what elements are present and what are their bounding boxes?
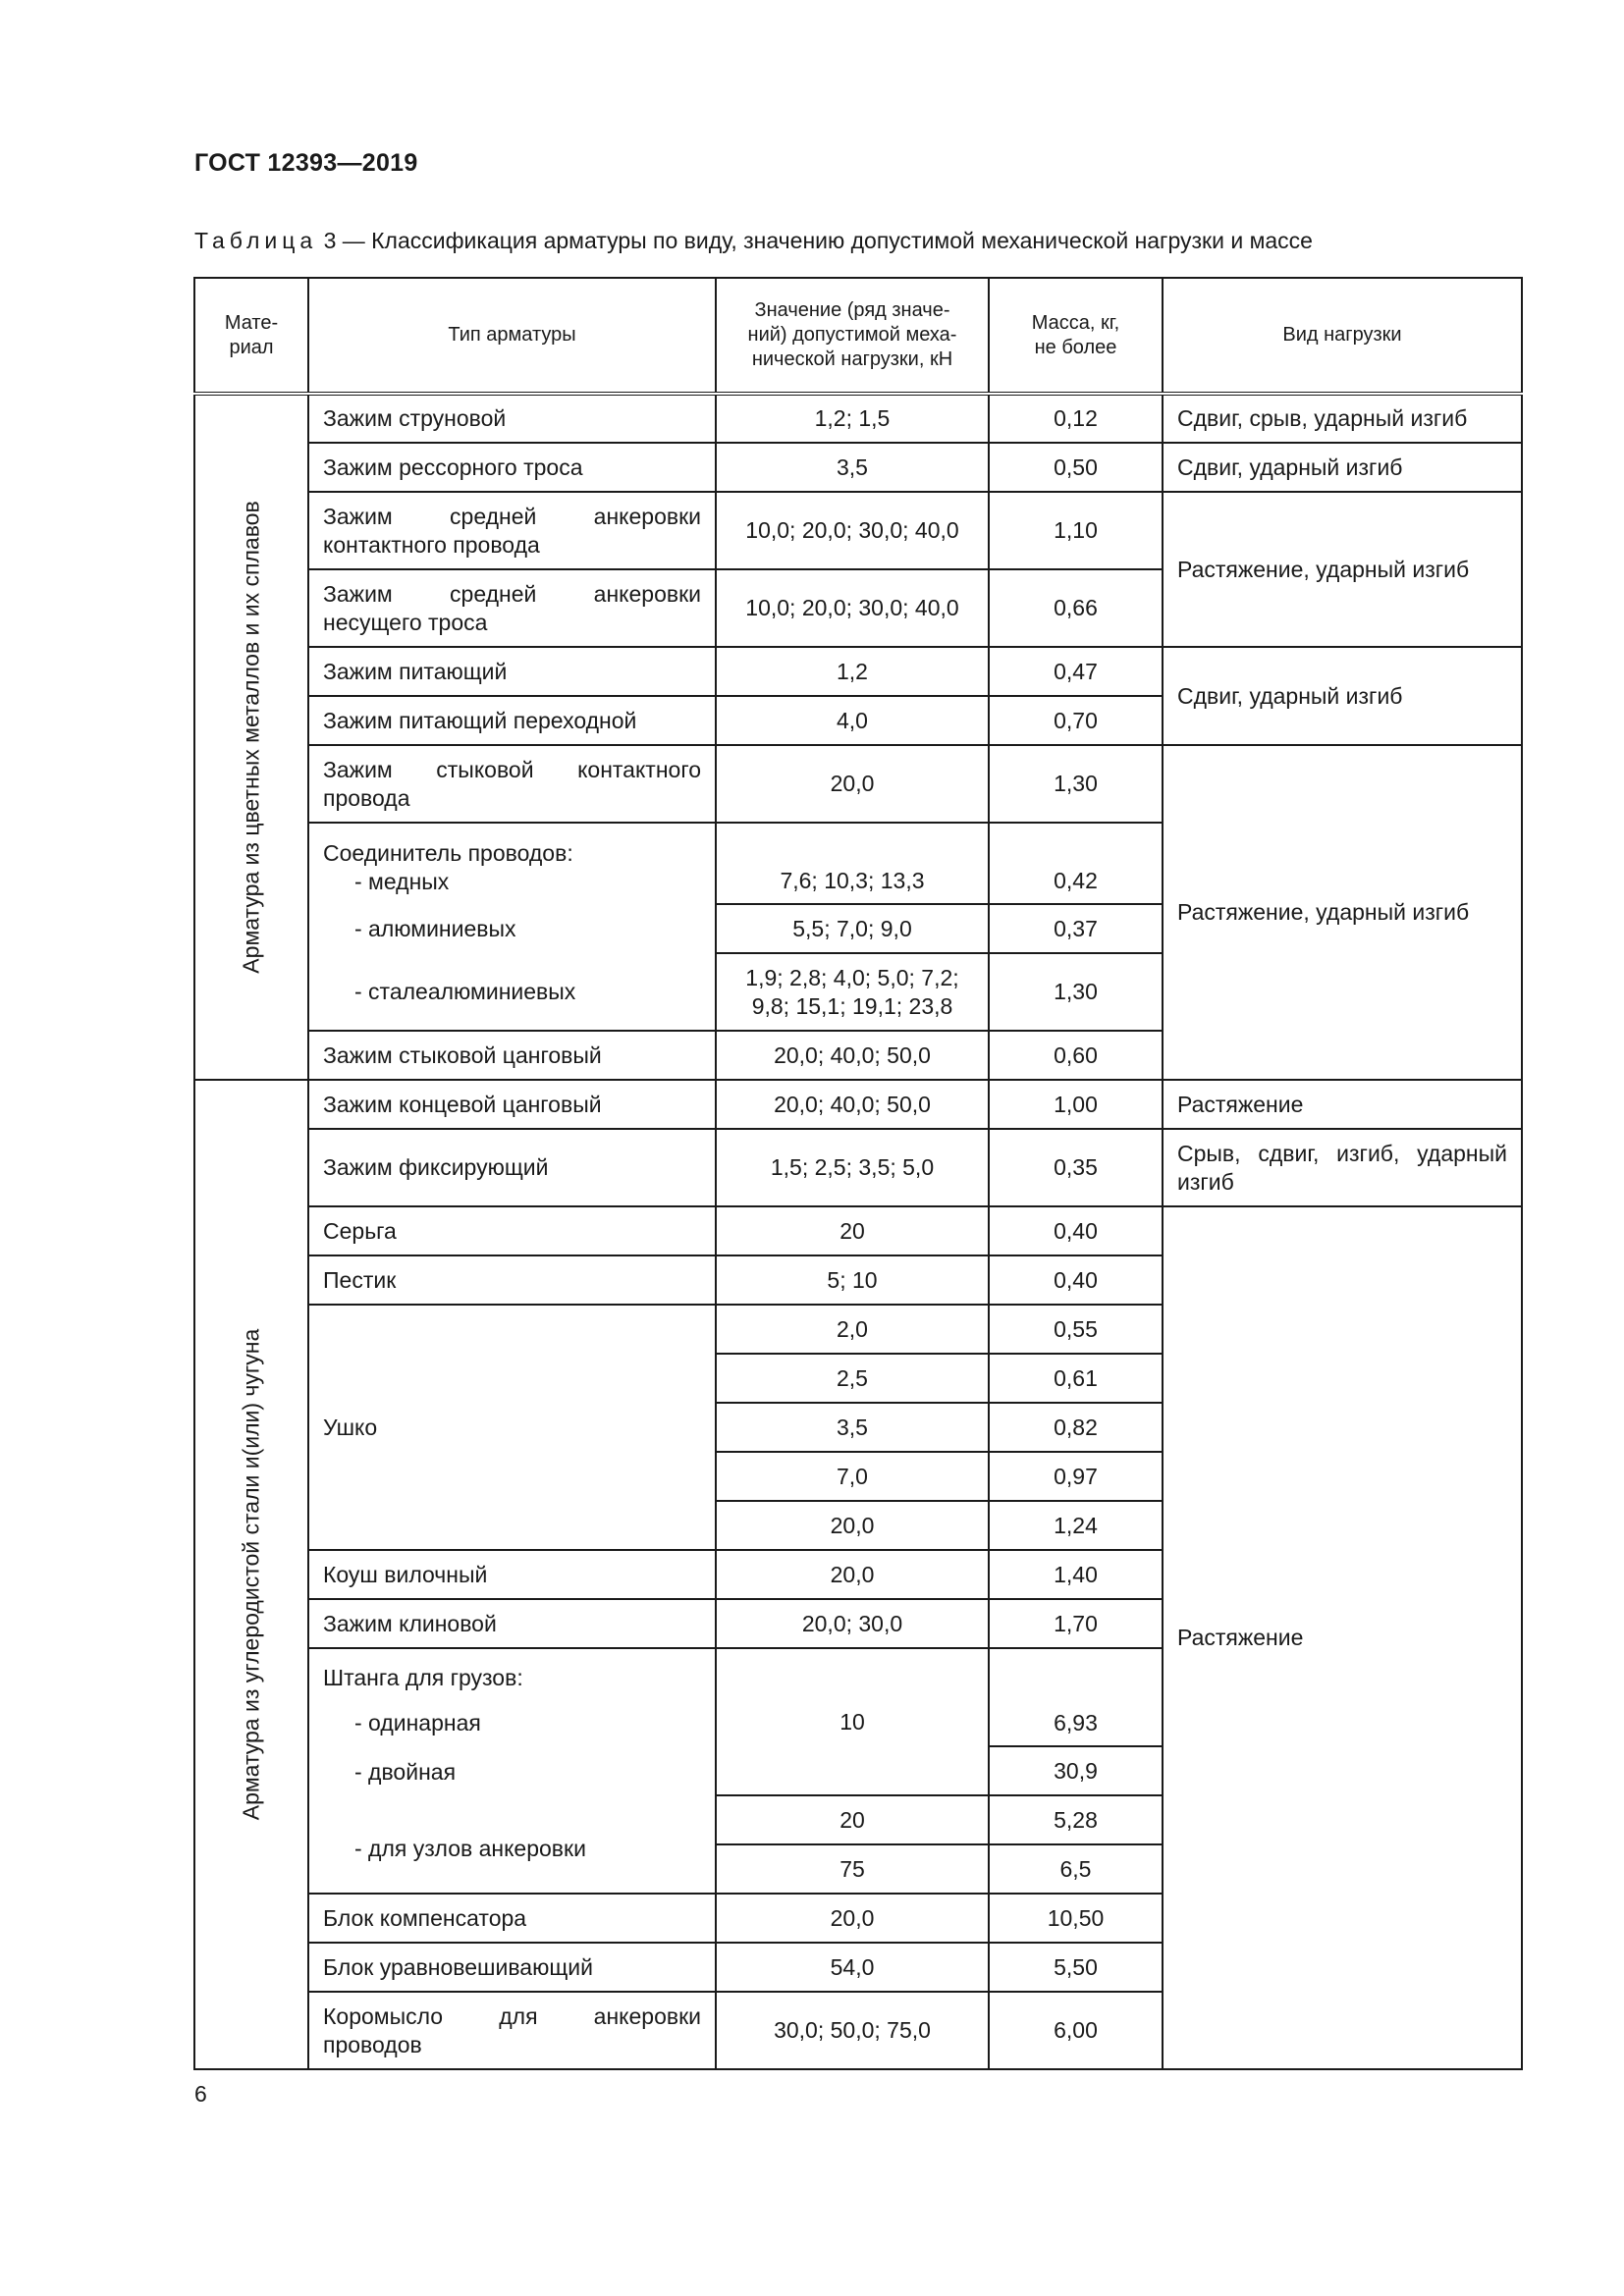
kind-cell: Растяжение — [1163, 1206, 1522, 2069]
mass-cell: 0,42 — [989, 823, 1163, 904]
load-cell: 20 — [716, 1795, 989, 1844]
load-cell: 3,5 — [716, 443, 989, 492]
mass-cell: 6,5 — [989, 1844, 1163, 1894]
load-cell: 4,0 — [716, 696, 989, 745]
load-cell: 10 — [716, 1648, 989, 1795]
material-label: Арматура из цветных металлов и их сплавов — [238, 501, 264, 974]
type-cell: Зажим средней анкеровки несущего троса — [308, 569, 716, 647]
mass-cell: 30,9 — [989, 1746, 1163, 1795]
mass-cell: 5,28 — [989, 1795, 1163, 1844]
table-row — [194, 492, 1522, 569]
document-code: ГОСТ 12393—2019 — [194, 149, 418, 177]
type-group-label: Соединитель проводов: — [323, 840, 573, 866]
load-cell: 20,0 — [716, 745, 989, 823]
type-sub-label: - для узлов анкеровки — [354, 1836, 586, 1861]
mass-cell: 0,40 — [989, 1255, 1163, 1305]
mass-cell: 1,00 — [989, 1080, 1163, 1129]
table-row — [194, 745, 1522, 823]
mass-cell: 0,82 — [989, 1403, 1163, 1452]
header-material: Мате- риал — [194, 278, 308, 394]
type-cell: Блок компенсатора — [308, 1894, 716, 1943]
mass-cell: 1,40 — [989, 1550, 1163, 1599]
material-group-steel — [194, 1080, 308, 2069]
type-cell: - сталеалюминиевых — [308, 953, 716, 1031]
load-cell: 2,5 — [716, 1354, 989, 1403]
mass-cell: 0,12 — [989, 394, 1163, 443]
type-group-label: Штанга для грузов: — [323, 1665, 523, 1690]
caption-title: 3 — Классификация арматуры по виду, значению допустимой механической нагрузки и массе — [317, 228, 1313, 253]
header-load: Значение (ряд значе- ний) допустимой меха- нической нагрузки, кН — [716, 278, 989, 394]
load-cell: 30,0; 50,0; 75,0 — [716, 1992, 989, 2069]
load-cell: 3,5 — [716, 1403, 989, 1452]
type-cell: Зажим фиксирующий — [308, 1129, 716, 1206]
load-cell: 1,2; 1,5 — [716, 394, 989, 443]
material-label: Арматура из углеродистой стали и(или) чугуна — [238, 1328, 264, 1821]
type-sub-label: - медных — [354, 869, 450, 894]
type-cell — [308, 1648, 716, 1894]
mass-cell: 0,55 — [989, 1305, 1163, 1354]
type-cell: Серьга — [308, 1206, 716, 1255]
table-row — [194, 647, 1522, 696]
load-cell: 75 — [716, 1844, 989, 1894]
header-mass: Масса, кг, не более — [989, 278, 1163, 394]
load-cell: 54,0 — [716, 1943, 989, 1992]
table-row — [194, 1129, 1522, 1206]
load-cell: 20,0 — [716, 1550, 989, 1599]
mass-cell: 1,70 — [989, 1599, 1163, 1648]
load-cell: 7,0 — [716, 1452, 989, 1501]
load-cell: 20 — [716, 1206, 989, 1255]
table-row — [194, 443, 1522, 492]
type-cell: Зажим струновой — [308, 394, 716, 443]
type-cell: Зажим клиновой — [308, 1599, 716, 1648]
mass-cell: 10,50 — [989, 1894, 1163, 1943]
kind-cell: Растяжение, ударный изгиб — [1163, 492, 1522, 647]
mass-cell: 6,93 — [989, 1648, 1163, 1746]
type-cell: Коромысло для анкеровки проводов — [308, 1992, 716, 2069]
material-group-nonferrous — [194, 394, 308, 1080]
load-cell: 20,0 — [716, 1894, 989, 1943]
kind-cell: Растяжение — [1163, 1080, 1522, 1129]
type-cell: Зажим стыковой цанговый — [308, 1031, 716, 1080]
type-cell: Зажим питающий переходной — [308, 696, 716, 745]
type-cell: Зажим средней анкеровки контактного провода — [308, 492, 716, 569]
kind-cell: Срыв, сдвиг, изгиб, ударный изгиб — [1163, 1129, 1522, 1206]
type-cell: Блок уравновешивающий — [308, 1943, 716, 1992]
load-cell: 20,0; 40,0; 50,0 — [716, 1031, 989, 1080]
type-cell: Зажим концевой цанговый — [308, 1080, 716, 1129]
load-cell: 20,0 — [716, 1501, 989, 1550]
header-kind: Вид нагрузки — [1163, 278, 1522, 394]
mass-cell: 0,61 — [989, 1354, 1163, 1403]
load-cell: 1,5; 2,5; 3,5; 5,0 — [716, 1129, 989, 1206]
type-sub-label: - двойная — [354, 1759, 457, 1785]
kind-cell: Сдвиг, ударный изгиб — [1163, 443, 1522, 492]
table-row — [194, 1080, 1522, 1129]
mass-cell: 0,47 — [989, 647, 1163, 696]
type-cell: Зажим питающий — [308, 647, 716, 696]
load-cell: 20,0; 40,0; 50,0 — [716, 1080, 989, 1129]
table-row — [194, 1206, 1522, 1255]
load-cell: 1,9; 2,8; 4,0; 5,0; 7,2; 9,8; 15,1; 19,1; 23,8 — [716, 953, 989, 1031]
table-caption — [194, 228, 1313, 254]
type-cell: Коуш вилочный — [308, 1550, 716, 1599]
kind-cell: Растяжение, ударный изгиб — [1163, 745, 1522, 1080]
mass-cell: 1,30 — [989, 953, 1163, 1031]
mass-cell: 1,24 — [989, 1501, 1163, 1550]
type-cell — [308, 823, 716, 904]
type-cell: Пестик — [308, 1255, 716, 1305]
load-cell: 20,0; 30,0 — [716, 1599, 989, 1648]
classification-table — [193, 277, 1523, 2070]
table-header-row — [194, 278, 1522, 394]
mass-cell: 0,37 — [989, 904, 1163, 953]
page-number: 6 — [194, 2081, 207, 2107]
load-cell: 5; 10 — [716, 1255, 989, 1305]
mass-cell: 0,97 — [989, 1452, 1163, 1501]
mass-cell: 0,70 — [989, 696, 1163, 745]
type-sub-label: - одинарная — [354, 1710, 481, 1735]
type-cell: Зажим рессорного троса — [308, 443, 716, 492]
kind-cell: Сдвиг, ударный изгиб — [1163, 647, 1522, 745]
table-row — [194, 394, 1522, 443]
mass-cell: 0,66 — [989, 569, 1163, 647]
load-cell: 10,0; 20,0; 30,0; 40,0 — [716, 492, 989, 569]
load-cell: 5,5; 7,0; 9,0 — [716, 904, 989, 953]
mass-cell: 0,60 — [989, 1031, 1163, 1080]
load-cell: 7,6; 10,3; 13,3 — [716, 823, 989, 904]
mass-cell: 0,50 — [989, 443, 1163, 492]
mass-cell: 1,30 — [989, 745, 1163, 823]
header-type: Тип арматуры — [308, 278, 716, 394]
load-cell: 2,0 — [716, 1305, 989, 1354]
type-cell: - алюминиевых — [308, 904, 716, 953]
type-cell: Ушко — [308, 1305, 716, 1550]
mass-cell: 1,10 — [989, 492, 1163, 569]
kind-cell: Сдвиг, срыв, ударный изгиб — [1163, 394, 1522, 443]
mass-cell: 0,40 — [989, 1206, 1163, 1255]
load-cell: 1,2 — [716, 647, 989, 696]
mass-cell: 6,00 — [989, 1992, 1163, 2069]
mass-cell: 0,35 — [989, 1129, 1163, 1206]
mass-cell: 5,50 — [989, 1943, 1163, 1992]
caption-label: Таблица — [194, 228, 318, 253]
type-cell: Зажим стыковой контактного провода — [308, 745, 716, 823]
load-cell: 10,0; 20,0; 30,0; 40,0 — [716, 569, 989, 647]
